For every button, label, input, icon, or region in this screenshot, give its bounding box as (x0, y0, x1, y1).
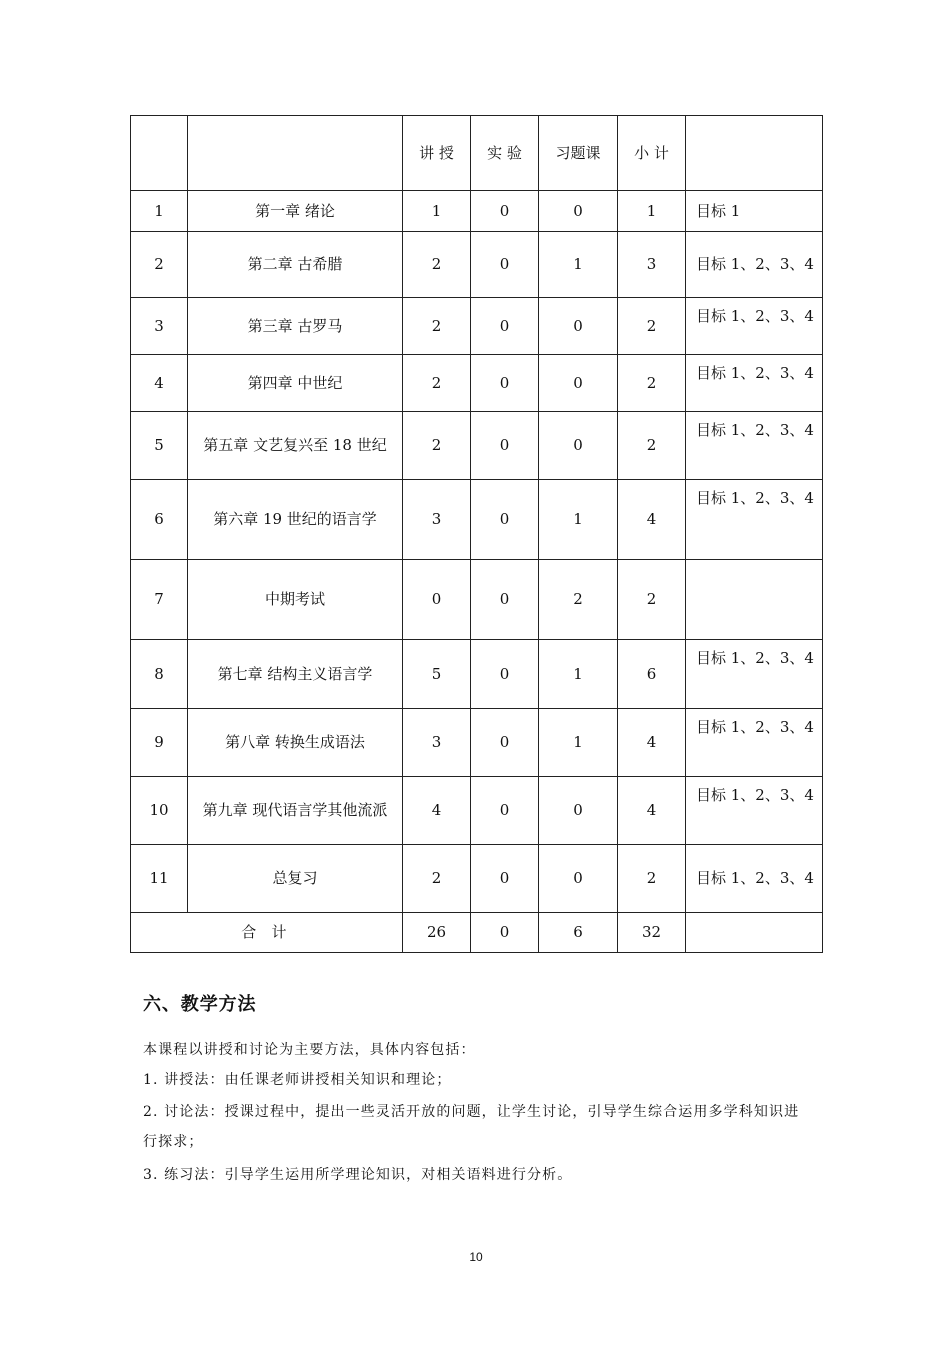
table-row (131, 777, 823, 845)
exercise-hours: 0 (539, 845, 618, 913)
goal-cell: 目标 1、2、3、4 (686, 640, 823, 709)
lecture-hours: 1 (403, 191, 471, 232)
page-number: 10 (469, 1250, 483, 1264)
subtotal-hours: 2 (618, 560, 686, 640)
goal-cell: 目标 1、2、3、4 (686, 480, 823, 560)
goal-cell: 目标 1、2、3、4 (686, 355, 823, 412)
exercise-hours: 0 (539, 355, 618, 412)
chapter-cell: 第七章 结构主义语言学 (188, 640, 403, 709)
header-cell-no (131, 116, 188, 191)
method-item-practice: 3. 练习法：引导学生运用所学理论知识，对相关语料进行分析。 (143, 1167, 573, 1183)
table-row (131, 709, 823, 777)
table-row (131, 355, 823, 412)
exercise-hours: 0 (539, 412, 618, 480)
subtotal-hours: 2 (618, 412, 686, 480)
chapter-cell: 中期考试 (188, 560, 403, 640)
class-hours-table (130, 115, 823, 953)
exercise-hours: 2 (539, 560, 618, 640)
row-number: 2 (131, 232, 188, 298)
subtotal-hours: 6 (618, 640, 686, 709)
lecture-hours: 2 (403, 845, 471, 913)
exercise-hours: 0 (539, 298, 618, 355)
goal-cell: 目标 1、2、3、4 (686, 709, 823, 777)
lab-hours: 0 (471, 412, 539, 480)
section-intro: 本课程以讲授和讨论为主要方法，具体内容包括： (143, 1042, 476, 1058)
lab-hours: 0 (471, 709, 539, 777)
subtotal-hours: 4 (618, 480, 686, 560)
exercise-hours: 0 (539, 777, 618, 845)
lab-hours: 0 (471, 232, 539, 298)
chapter-cell: 第四章 中世纪 (188, 355, 403, 412)
lecture-hours: 2 (403, 298, 471, 355)
row-number: 10 (131, 777, 188, 845)
row-number: 1 (131, 191, 188, 232)
row-number: 9 (131, 709, 188, 777)
header-cell-lab: 实 验 (471, 116, 539, 191)
lab-hours: 0 (471, 560, 539, 640)
chapter-cell: 第九章 现代语言学其他流派 (188, 777, 403, 845)
lecture-hours: 4 (403, 777, 471, 845)
exercise-hours: 0 (539, 191, 618, 232)
chapter-cell: 第三章 古罗马 (188, 298, 403, 355)
goal-cell: 目标 1、2、3、4 (686, 232, 823, 298)
row-number: 8 (131, 640, 188, 709)
chapter-cell: 第八章 转换生成语法 (188, 709, 403, 777)
row-number: 4 (131, 355, 188, 412)
total-lab: 0 (471, 913, 539, 953)
lab-hours: 0 (471, 355, 539, 412)
header-cell-goal (686, 116, 823, 191)
subtotal-hours: 4 (618, 709, 686, 777)
goal-cell: 目标 1、2、3、4 (686, 412, 823, 480)
subtotal-hours: 2 (618, 845, 686, 913)
total-label: 合 计 (131, 913, 403, 953)
chapter-cell: 第一章 绪论 (188, 191, 403, 232)
total-subtotal: 32 (618, 913, 686, 953)
table-row (131, 640, 823, 709)
row-number: 7 (131, 560, 188, 640)
total-row (131, 913, 823, 953)
lab-hours: 0 (471, 298, 539, 355)
row-number: 6 (131, 480, 188, 560)
section-title: 六、教学方法 (143, 994, 257, 1015)
chapter-cell: 第五章 文艺复兴至 18 世纪 (188, 412, 403, 480)
lecture-hours: 3 (403, 480, 471, 560)
goal-cell: 目标 1 (686, 191, 823, 232)
header-cell-subtotal: 小 计 (618, 116, 686, 191)
lab-hours: 0 (471, 640, 539, 709)
goal-cell (686, 560, 823, 640)
row-number: 11 (131, 845, 188, 913)
goal-cell: 目标 1、2、3、4 (686, 777, 823, 845)
lecture-hours: 3 (403, 709, 471, 777)
method-item-discussion: 2. 讨论法：授课过程中，提出一些灵活开放的问题，让学生讨论，引导学生综合运用多学科知识进行探求； (143, 1104, 800, 1150)
exercise-hours: 1 (539, 480, 618, 560)
subtotal-hours: 4 (618, 777, 686, 845)
header-cell-chapter (188, 116, 403, 191)
chapter-cell: 总复习 (188, 845, 403, 913)
lab-hours: 0 (471, 777, 539, 845)
table-row (131, 191, 823, 232)
exercise-hours: 1 (539, 709, 618, 777)
lecture-hours: 5 (403, 640, 471, 709)
goal-cell: 目标 1、2、3、4 (686, 845, 823, 913)
goal-cell: 目标 1、2、3、4 (686, 298, 823, 355)
table-header-row (131, 116, 823, 191)
lab-hours: 0 (471, 845, 539, 913)
table-row (131, 845, 823, 913)
exercise-hours: 1 (539, 232, 618, 298)
total-goal (686, 913, 823, 953)
lecture-hours: 2 (403, 355, 471, 412)
lecture-hours: 2 (403, 412, 471, 480)
lab-hours: 0 (471, 480, 539, 560)
subtotal-hours: 1 (618, 191, 686, 232)
header-cell-exercise: 习题课 (539, 116, 618, 191)
chapter-cell: 第二章 古希腊 (188, 232, 403, 298)
lecture-hours: 2 (403, 232, 471, 298)
table-row (131, 298, 823, 355)
exercise-hours: 1 (539, 640, 618, 709)
table-row (131, 480, 823, 560)
table-row (131, 560, 823, 640)
chapter-cell: 第六章 19 世纪的语言学 (188, 480, 403, 560)
table-row (131, 412, 823, 480)
lab-hours: 0 (471, 191, 539, 232)
total-lecture: 26 (403, 913, 471, 953)
row-number: 3 (131, 298, 188, 355)
table-row (131, 232, 823, 298)
header-cell-lecture: 讲 授 (403, 116, 471, 191)
method-item-lecture: 1. 讲授法：由任课老师讲授相关知识和理论； (143, 1072, 452, 1088)
lecture-hours: 0 (403, 560, 471, 640)
subtotal-hours: 2 (618, 355, 686, 412)
subtotal-hours: 3 (618, 232, 686, 298)
subtotal-hours: 2 (618, 298, 686, 355)
row-number: 5 (131, 412, 188, 480)
total-exercise: 6 (539, 913, 618, 953)
